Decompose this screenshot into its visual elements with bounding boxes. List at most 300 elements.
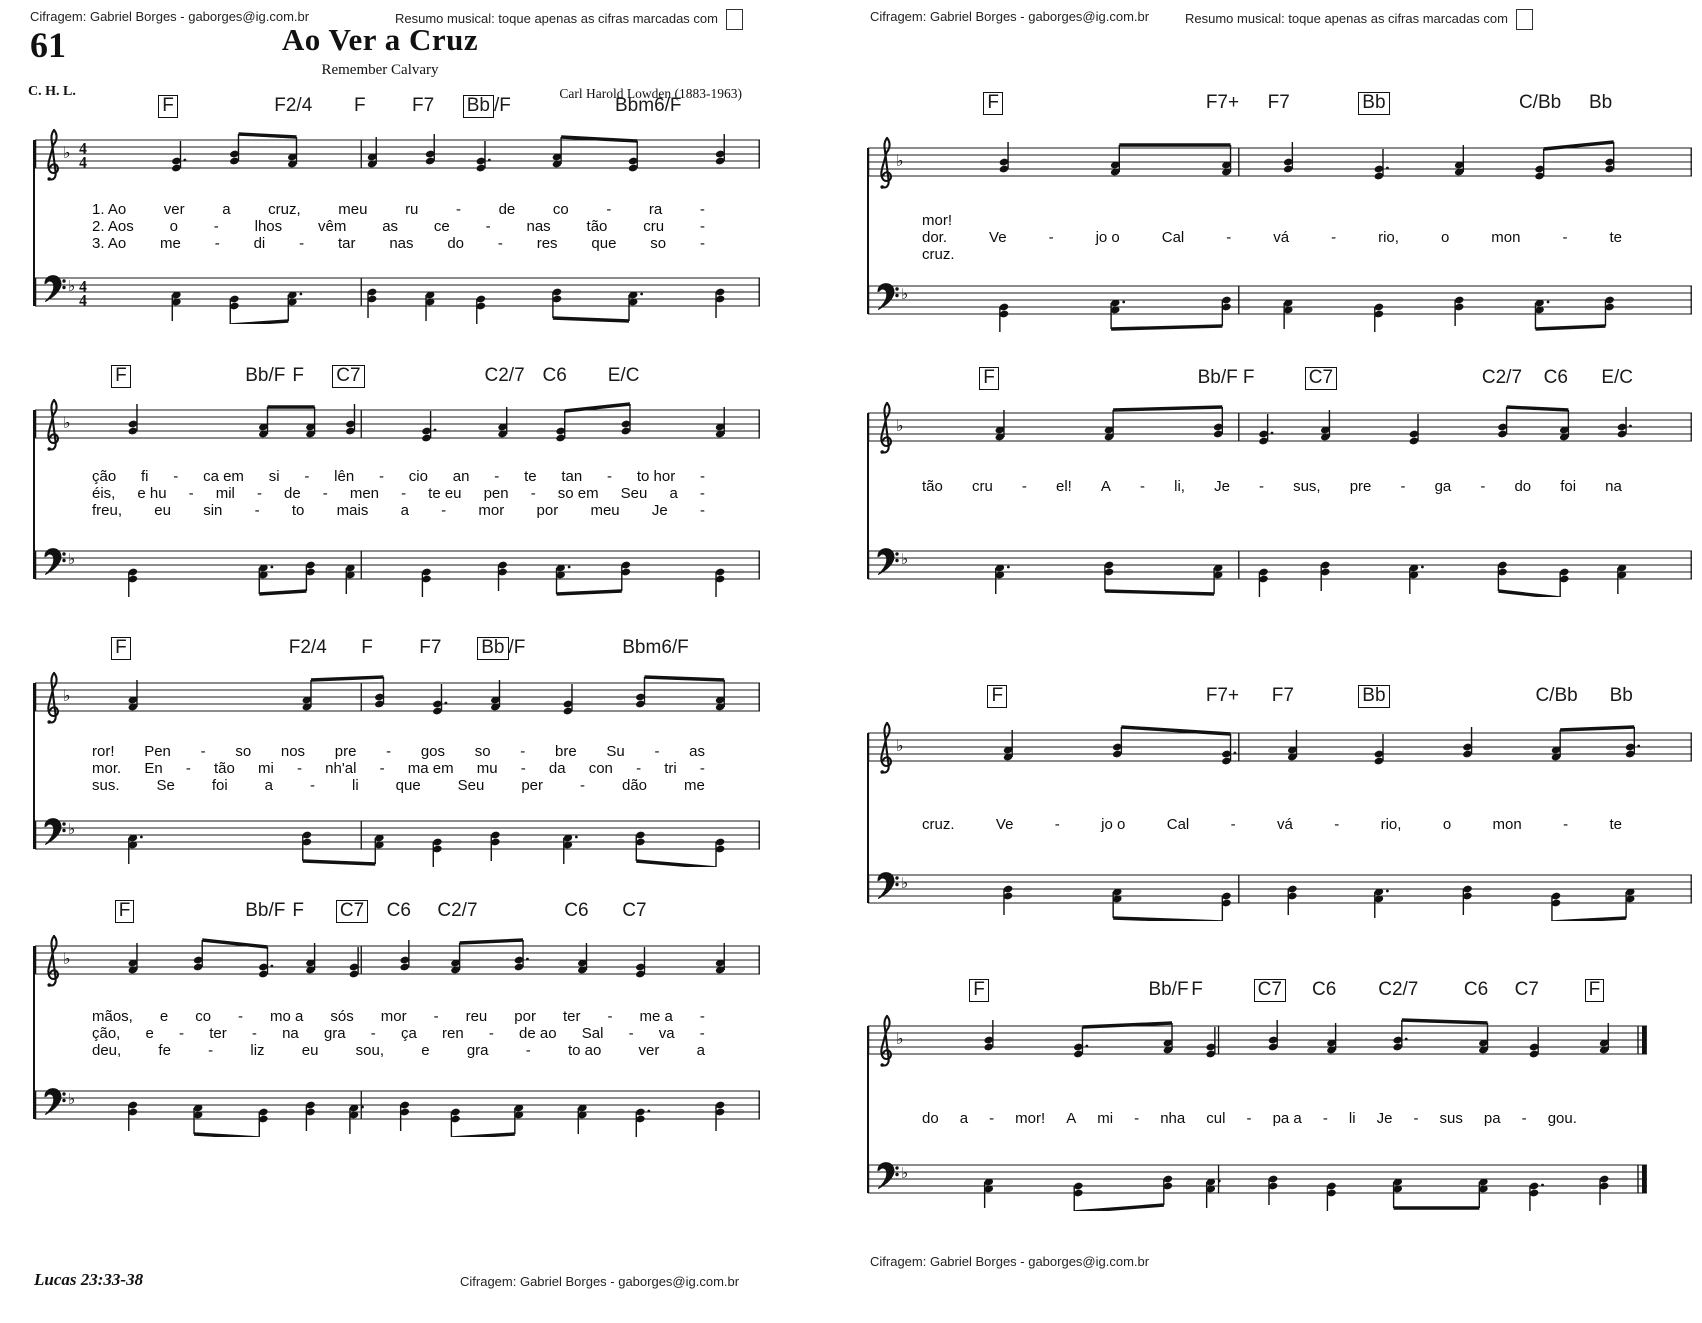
chord-symbol xyxy=(987,685,1007,708)
note-chord xyxy=(1104,410,1114,441)
treble-staff xyxy=(35,122,760,186)
music-system xyxy=(0,637,830,871)
syllable-hyphen: - xyxy=(494,468,500,485)
note-chord xyxy=(421,568,431,597)
footer-credit: Cifragem: Gabriel Borges - gaborges@ig.com.br xyxy=(460,1274,740,1289)
chord-text: F xyxy=(354,95,366,116)
note-chord xyxy=(1326,1023,1336,1054)
lyric-syllable: me xyxy=(160,235,181,252)
note-chord xyxy=(1268,1175,1278,1205)
lyric-syllable: nas xyxy=(526,218,551,235)
chord-marker-box: F xyxy=(158,95,178,118)
bass-staff xyxy=(35,260,760,324)
page-left xyxy=(0,0,830,1323)
lyric-syllable: mãos, xyxy=(92,1008,133,1025)
lyric-syllable: mon xyxy=(1492,816,1522,833)
syllable-hyphen: - xyxy=(179,1025,185,1042)
chord-text: F xyxy=(1191,979,1203,1000)
scripture-reference: Lucas 23:33-38 xyxy=(34,1270,144,1289)
note-chord xyxy=(1604,296,1614,326)
lyric-syllable: freu, xyxy=(92,502,123,519)
chord-text: F7+ xyxy=(1205,685,1240,706)
syllable-hyphen: - xyxy=(580,777,586,794)
note-chord xyxy=(490,831,500,861)
lyric-syllable: foi xyxy=(211,777,228,794)
lyric-line xyxy=(92,235,705,252)
note-chord xyxy=(552,137,562,168)
note-chord xyxy=(999,142,1009,173)
note-chord xyxy=(1287,885,1297,915)
lyric-syllable: Se xyxy=(156,777,175,794)
lyric-syllable: rio, xyxy=(1378,229,1399,246)
lyric-syllable: cio xyxy=(408,468,428,485)
syllable-hyphen: - xyxy=(1562,229,1568,246)
chord-symbol xyxy=(419,637,441,659)
lyric-syllable: ru xyxy=(405,201,419,218)
lyric-syllable: ra xyxy=(648,201,663,218)
syllable-hyphen: - xyxy=(485,218,491,235)
note-chord xyxy=(305,407,315,438)
lyric-syllable: res xyxy=(536,235,558,252)
syllable-hyphen: - xyxy=(520,743,526,760)
note-chord xyxy=(715,134,725,165)
chord-symbol xyxy=(622,900,646,922)
chord-marker-box: F xyxy=(969,979,989,1002)
syllable-hyphen: - xyxy=(251,1025,257,1042)
note-chord xyxy=(1163,1175,1173,1205)
footer-credit: Cifragem: Gabriel Borges - gaborges@ig.com.br xyxy=(870,1254,1150,1269)
chord-text: C2/7 xyxy=(1481,367,1523,388)
lyric-syllable: me xyxy=(684,777,705,794)
lyric-syllable: nas xyxy=(389,235,414,252)
chord-symbol xyxy=(1482,367,1522,389)
note-chord xyxy=(552,288,562,318)
lyric-syllable: e xyxy=(145,1025,154,1042)
lyric-syllable: liz xyxy=(250,1042,265,1059)
bass-clef-icon xyxy=(45,1089,66,1115)
lyric-syllable: o xyxy=(169,218,178,235)
note-chord xyxy=(432,838,442,867)
page-right xyxy=(852,0,1702,1323)
lyric-syllable: cru xyxy=(643,218,665,235)
chord-text: E/C xyxy=(1601,367,1634,388)
syllable-hyphen: - xyxy=(1334,816,1340,833)
chord-symbol xyxy=(292,900,304,922)
lyrics-block xyxy=(922,1110,1577,1127)
lyric-syllable: as xyxy=(382,218,399,235)
grand-staff-barline xyxy=(33,683,35,849)
chord-text: C6 xyxy=(1463,979,1489,1000)
chord-text: F xyxy=(1242,367,1255,388)
note-chord xyxy=(1599,1023,1609,1054)
lyric-syllable: gou. xyxy=(1547,1110,1577,1127)
syllable-hyphen: - xyxy=(1140,478,1146,495)
syllable-hyphen: - xyxy=(607,468,613,485)
note-chord xyxy=(635,1108,650,1137)
syllable-hyphen: - xyxy=(441,502,447,519)
grand-staff-barline xyxy=(867,1026,869,1193)
chord-marker-box: C7 xyxy=(1254,979,1286,1002)
chord-row xyxy=(868,92,1692,118)
lyric-syllable: li, xyxy=(1174,478,1185,495)
lyric-syllable: mor xyxy=(380,1008,407,1025)
lyric-syllable: ter xyxy=(562,1008,581,1025)
lyric-line xyxy=(922,816,1622,833)
chord-symbol xyxy=(1535,685,1577,707)
note-chord xyxy=(258,407,268,438)
note-chord xyxy=(715,943,725,974)
syllable-hyphen: - xyxy=(699,1025,705,1042)
lyric-syllable: por xyxy=(536,502,559,519)
chord-text: C6 xyxy=(1543,367,1568,388)
lyric-line xyxy=(922,229,1622,246)
lyric-line xyxy=(922,478,1622,495)
chord-symbol xyxy=(1206,685,1239,707)
music-system xyxy=(852,685,1702,925)
lyric-syllable: sus xyxy=(1439,1110,1463,1127)
lyric-syllable: cruz. xyxy=(922,246,955,263)
chord-text: F xyxy=(292,900,304,921)
lyric-syllable: a xyxy=(264,777,274,794)
syllable-hyphen: - xyxy=(254,502,260,519)
syllable-hyphen: - xyxy=(989,1110,995,1127)
flat-icon: ♭ xyxy=(68,820,76,838)
treble-clef-icon xyxy=(47,673,58,724)
chord-symbol xyxy=(564,900,588,922)
syllable-hyphen: - xyxy=(386,743,392,760)
note-chord xyxy=(193,940,203,971)
chord-text: F7+ xyxy=(1205,92,1240,113)
flat-icon: ♭ xyxy=(901,285,909,303)
lyric-syllable: mor. xyxy=(92,760,122,777)
chord-symbol xyxy=(1272,685,1294,707)
chord-text: Bb/F xyxy=(245,365,286,386)
chord-row xyxy=(35,900,760,926)
chord-symbol xyxy=(1148,979,1188,1001)
note-chord xyxy=(128,404,138,435)
lyric-syllable: ção, xyxy=(92,1025,121,1042)
lyric-syllable: tar xyxy=(337,235,356,252)
note-chord xyxy=(1287,730,1297,761)
note-chord xyxy=(229,295,239,324)
chord-text: C2/7 xyxy=(484,365,525,386)
note-chord xyxy=(1604,142,1614,173)
syllable-hyphen: - xyxy=(699,218,705,235)
chord-marker-box: C7 xyxy=(336,900,368,923)
chord-row xyxy=(868,367,1692,393)
chord-marker-box: F xyxy=(1585,979,1605,1002)
chord-text: F7 xyxy=(412,95,435,116)
syllable-hyphen: - xyxy=(1259,478,1264,495)
lyric-syllable: pa xyxy=(1483,1110,1501,1127)
lyric-syllable: fi xyxy=(140,468,149,485)
lyric-syllable: Cal xyxy=(1161,229,1185,246)
lyrics-block xyxy=(922,478,1622,495)
lyric-syllable: na xyxy=(282,1025,299,1042)
note-chord xyxy=(1003,730,1013,761)
bass-clef-icon xyxy=(878,549,899,575)
bass-staff xyxy=(35,1073,760,1137)
flat-icon: ♭ xyxy=(901,1164,909,1182)
syllable-hyphen: - xyxy=(699,1008,705,1025)
lyric-syllable: mon xyxy=(1491,229,1521,246)
lyric-syllable: eu xyxy=(301,1042,319,1059)
syllable-hyphen: - xyxy=(188,485,194,502)
lyric-syllable: sou, xyxy=(355,1042,385,1059)
chord-symbol xyxy=(1206,92,1239,114)
header-credit: Cifragem: Gabriel Borges - gaborges@ig.com.br xyxy=(30,9,310,24)
syllable-hyphen: - xyxy=(606,201,612,218)
treble-staff xyxy=(35,928,760,992)
note-chord xyxy=(1534,149,1544,180)
time-signature xyxy=(79,141,87,172)
syllable-hyphen: - xyxy=(173,468,179,485)
note-chord xyxy=(128,943,138,974)
lyric-syllable: mu xyxy=(476,760,498,777)
note-chord xyxy=(1221,892,1231,921)
syllable-hyphen: - xyxy=(214,235,220,252)
note-chord xyxy=(498,561,508,591)
bass-clef-icon xyxy=(878,873,899,899)
syllable-hyphen: - xyxy=(401,485,407,502)
lyric-syllable: mor xyxy=(478,502,505,519)
lyric-syllable: Pen xyxy=(144,743,171,760)
lyric-syllable: 1. Ao xyxy=(92,201,127,218)
chord-symbol xyxy=(477,637,525,660)
header-instruction-text: Resumo musical: toque apenas as cifras marcadas com xyxy=(395,10,718,26)
lyric-syllable: jo o xyxy=(1101,816,1126,833)
note-chord xyxy=(367,137,377,168)
lyric-syllable: Seu xyxy=(457,777,485,794)
lyric-syllable: Su xyxy=(606,743,625,760)
note-chord xyxy=(1221,296,1231,326)
chord-text: C2/7 xyxy=(1378,979,1419,1000)
bass-staff xyxy=(868,857,1692,921)
lyric-syllable: 3. Ao xyxy=(92,235,127,252)
lyric-syllable: to xyxy=(291,502,305,519)
note-chord xyxy=(1454,296,1464,326)
note-chord xyxy=(1104,561,1114,591)
bass-clef-icon xyxy=(45,549,66,575)
syllable-hyphen: - xyxy=(1521,1110,1527,1127)
lyric-line xyxy=(92,1042,705,1059)
chord-text: C6 xyxy=(1312,979,1337,1000)
syllable-hyphen: - xyxy=(213,218,219,235)
chord-marker-box-icon xyxy=(1516,9,1533,30)
chord-marker-box: F xyxy=(111,365,131,388)
lyric-syllable: éis, xyxy=(92,485,116,502)
note-chord xyxy=(635,831,645,861)
chord-symbol xyxy=(245,900,285,922)
lyric-syllable: tri xyxy=(664,760,677,777)
composer-credit: Carl Harold Lowden (1883-1963) xyxy=(559,86,742,101)
syllable-hyphen: - xyxy=(1054,816,1060,833)
lyric-syllable: da xyxy=(548,760,566,777)
lyric-syllable: Je xyxy=(1214,478,1230,495)
treble-clef-icon xyxy=(880,138,891,189)
lyric-syllable: te xyxy=(1609,229,1622,246)
note-chord xyxy=(1497,561,1507,591)
lyric-syllable: Ve xyxy=(995,816,1014,833)
chord-text: Bbm6/F xyxy=(622,637,689,658)
flat-icon: ♭ xyxy=(63,143,71,162)
chord-text: E/C xyxy=(607,365,640,386)
treble-staff xyxy=(868,715,1692,779)
chord-symbol xyxy=(332,365,364,388)
note-chord xyxy=(400,940,410,971)
chord-symbol xyxy=(361,637,373,659)
lyric-syllable: cruz. xyxy=(922,816,955,833)
lyric-syllable: te eu xyxy=(428,485,462,502)
chord-symbol xyxy=(608,365,640,387)
syllable-hyphen: - xyxy=(1048,229,1054,246)
note-chord xyxy=(715,407,725,438)
chord-text: F2/4 xyxy=(274,95,313,116)
chord-symbol xyxy=(983,92,1003,115)
note-chord xyxy=(425,134,435,165)
lyric-syllable: cul xyxy=(1206,1110,1226,1127)
note-chord xyxy=(374,677,384,708)
syllable-hyphen: - xyxy=(699,760,705,777)
lyric-syllable: sus. xyxy=(92,777,120,794)
note-chord xyxy=(345,404,355,435)
lyric-line xyxy=(92,743,705,760)
lyric-syllable: vá xyxy=(1277,816,1293,833)
note-chord xyxy=(258,1108,268,1137)
grand-staff-barline xyxy=(33,140,35,306)
lyric-syllable: A xyxy=(1066,1110,1077,1127)
chord-symbol xyxy=(412,95,434,117)
chord-text: C/Bb xyxy=(1535,685,1578,706)
chord-symbol xyxy=(1378,979,1418,1001)
lyric-syllable: a xyxy=(959,1110,969,1127)
lyric-syllable: tão xyxy=(586,218,608,235)
chord-symbol xyxy=(158,95,178,118)
chord-text: C2/7 xyxy=(437,900,478,921)
lyric-syllable: que xyxy=(591,235,617,252)
syllable-hyphen: - xyxy=(379,468,384,485)
note-chord xyxy=(305,1101,315,1131)
treble-staff xyxy=(868,395,1692,459)
treble-clef-icon xyxy=(880,403,891,454)
lyric-syllable: ver xyxy=(163,201,185,218)
lyric-syllable: el! xyxy=(1055,478,1072,495)
treble-clef-icon xyxy=(880,1016,891,1067)
note-chord xyxy=(1454,145,1464,176)
lyrics-block xyxy=(92,468,705,519)
lyric-syllable: do xyxy=(447,235,465,252)
lyric-syllable: Cal xyxy=(1166,816,1190,833)
syllable-hyphen: - xyxy=(1480,478,1486,495)
lyric-syllable: de xyxy=(498,201,516,218)
note-chord xyxy=(1206,1027,1216,1058)
lyrics-block xyxy=(92,1008,705,1059)
syllable-hyphen: - xyxy=(304,468,310,485)
chord-text: Bb/F xyxy=(1197,367,1238,388)
chord-symbol xyxy=(1268,92,1290,114)
chord-text: F7 xyxy=(419,637,442,658)
note-chord xyxy=(305,561,315,591)
treble-clef-icon xyxy=(47,130,58,181)
lyric-syllable: li xyxy=(351,777,359,794)
lyric-syllable: mil xyxy=(215,485,235,502)
note-chord xyxy=(1551,892,1561,921)
syllable-hyphen: - xyxy=(297,760,303,777)
syllable-hyphen: - xyxy=(607,1008,613,1025)
note-chord xyxy=(302,680,312,711)
syllable-hyphen: - xyxy=(699,468,705,485)
chord-text: Bb xyxy=(1589,92,1613,113)
lyric-syllable: a xyxy=(222,201,231,218)
note-chord xyxy=(1163,1023,1173,1054)
music-system xyxy=(852,979,1702,1215)
note-chord xyxy=(476,295,486,324)
lyric-syllable: mi xyxy=(258,760,274,777)
chord-symbol xyxy=(979,367,999,390)
lyric-syllable: reu xyxy=(465,1008,488,1025)
note-chord xyxy=(1374,734,1384,765)
lyrics-block xyxy=(92,743,705,794)
note-chord xyxy=(302,831,312,861)
lyric-syllable: vá xyxy=(1273,229,1290,246)
lyric-syllable: di xyxy=(253,235,266,252)
lyric-syllable: mo a xyxy=(270,1008,304,1025)
chord-row xyxy=(35,95,760,121)
lyric-syllable: ver xyxy=(638,1042,660,1059)
chord-symbol xyxy=(1589,92,1612,114)
chord-text: F xyxy=(361,637,373,658)
chord-marker-box: C7 xyxy=(1305,367,1337,390)
syllable-hyphen: - xyxy=(256,485,262,502)
chord-marker-box: Bb xyxy=(1358,92,1389,115)
syllable-hyphen: - xyxy=(200,743,206,760)
chord-text: C6 xyxy=(564,900,589,921)
lyric-syllable: Seu xyxy=(620,485,648,502)
chord-marker-box: F xyxy=(111,637,131,660)
note-chord xyxy=(635,947,645,978)
bass-staff xyxy=(35,533,760,597)
chord-text: C6 xyxy=(386,900,411,921)
lyric-syllable: mi xyxy=(1097,1110,1114,1127)
syllable-hyphen: - xyxy=(185,760,191,777)
flat-icon: ♭ xyxy=(63,949,71,968)
treble-staff xyxy=(868,130,1692,194)
lyric-syllable: fe xyxy=(158,1042,171,1059)
chord-symbol xyxy=(1305,367,1337,390)
lyric-syllable: nh'al xyxy=(325,760,357,777)
treble-staff xyxy=(35,392,760,456)
lyric-syllable: pa a xyxy=(1272,1110,1302,1127)
lyric-syllable: deu, xyxy=(92,1042,122,1059)
lyrics-block xyxy=(922,816,1622,833)
lyric-syllable: lên xyxy=(334,468,355,485)
lyric-syllable: eu xyxy=(154,502,171,519)
syllable-hyphen: - xyxy=(322,485,328,502)
chord-symbol xyxy=(1243,367,1255,389)
syllable-hyphen: - xyxy=(299,235,305,252)
lyric-syllable: ror! xyxy=(92,743,115,760)
chord-symbol xyxy=(1515,979,1539,1001)
lyric-syllable: ca em xyxy=(203,468,244,485)
bass-staff xyxy=(868,1147,1647,1211)
svg-text:4: 4 xyxy=(79,278,87,296)
lyric-syllable: co xyxy=(195,1008,212,1025)
treble-clef-icon xyxy=(47,400,58,451)
chord-text: Bb/F xyxy=(1148,979,1189,1000)
chord-marker-box: Bb xyxy=(1358,685,1389,708)
syllable-hyphen: - xyxy=(1331,229,1337,246)
lyric-syllable: e xyxy=(159,1008,169,1025)
